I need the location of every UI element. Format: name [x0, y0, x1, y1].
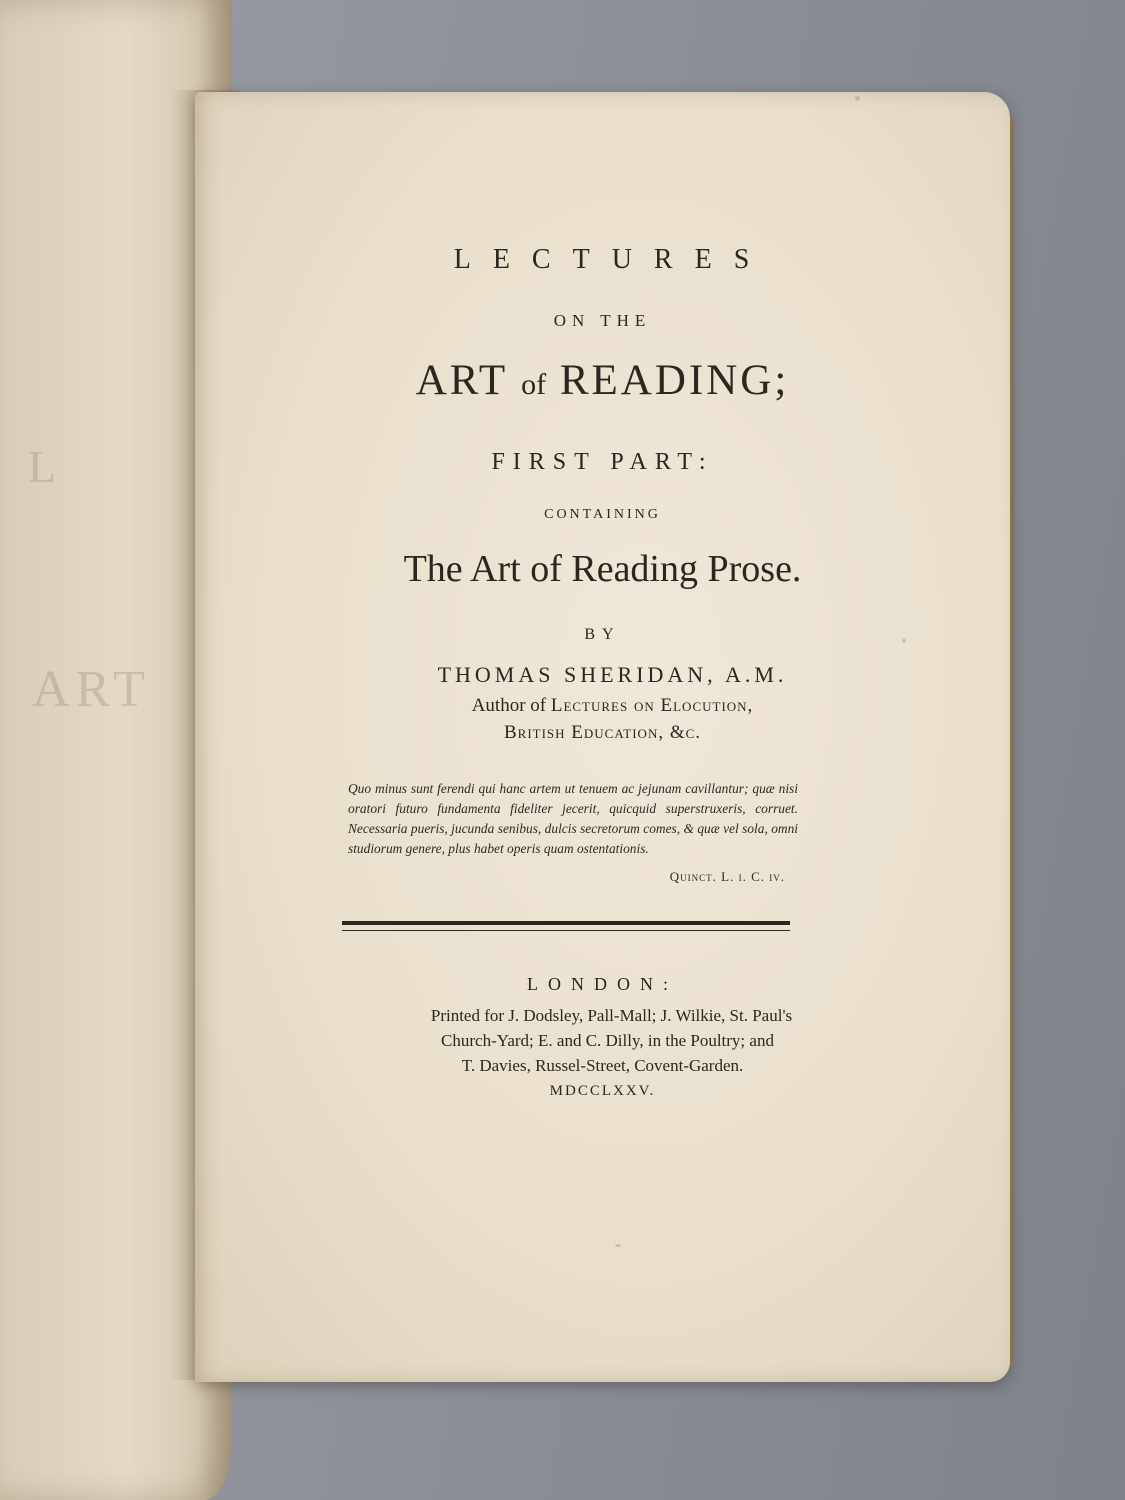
imprint-line3: T. Davies, Russel-Street, Covent-Garden. [461, 1056, 744, 1075]
title-art: ART [415, 357, 508, 404]
title-art-of-reading [195, 356, 1010, 405]
author-name: THOMAS SHERIDAN, A.M. [437, 662, 788, 687]
title-word-lectures: LECTURES [453, 244, 772, 275]
title-reading: READING; [559, 357, 790, 404]
author-works-line1 [195, 695, 1010, 717]
double-rule-thin [342, 930, 790, 931]
bleed-through-letter: L [28, 441, 57, 492]
title-page [195, 92, 1010, 1382]
title-of: of [521, 368, 547, 401]
title-page-text [195, 92, 1010, 1382]
title-on-the: ON THE [553, 311, 652, 330]
containing-label: CONTAINING [544, 507, 661, 522]
imprint-line2: Church-Yard; E. and C. Dilly, in the Poultry; and [441, 1031, 774, 1050]
part-heading: FIRST PART: [491, 449, 714, 475]
author-work-lectures: Lectures on Elocution, [550, 695, 754, 716]
author-works-line2: British Education, &c. [503, 722, 702, 743]
author-of-prefix: Author of [471, 695, 547, 716]
imprint-date: MDCCLXXV. [549, 1083, 656, 1099]
latin-epigraph: Quo minus sunt ferendi qui hanc artem ut tenuem ac jejunam cavillantur; quæ nisi oratori futuro fundamenta fideliter jecerit, quicquid superstruxeris, corruet. Necessaria pueris, jucunda senibus, dulcis secretorum comes, & quæ vel sola, omni studiorum genere, plus habet operis quam ostentationis. [348, 781, 798, 856]
imprint-line1: Printed for J. Dodsley, Pall-Mall; J. Wilkie, St. Paul's [430, 1006, 793, 1025]
epigraph-citation: Quinct. L. i. C. iv. [669, 869, 785, 884]
subtitle: The Art of Reading Prose. [403, 548, 802, 590]
bleed-through-word: ART [32, 661, 151, 718]
by-label: BY [584, 626, 621, 643]
double-rule-thick [342, 921, 790, 925]
imprint-place: LONDON: [527, 974, 678, 994]
